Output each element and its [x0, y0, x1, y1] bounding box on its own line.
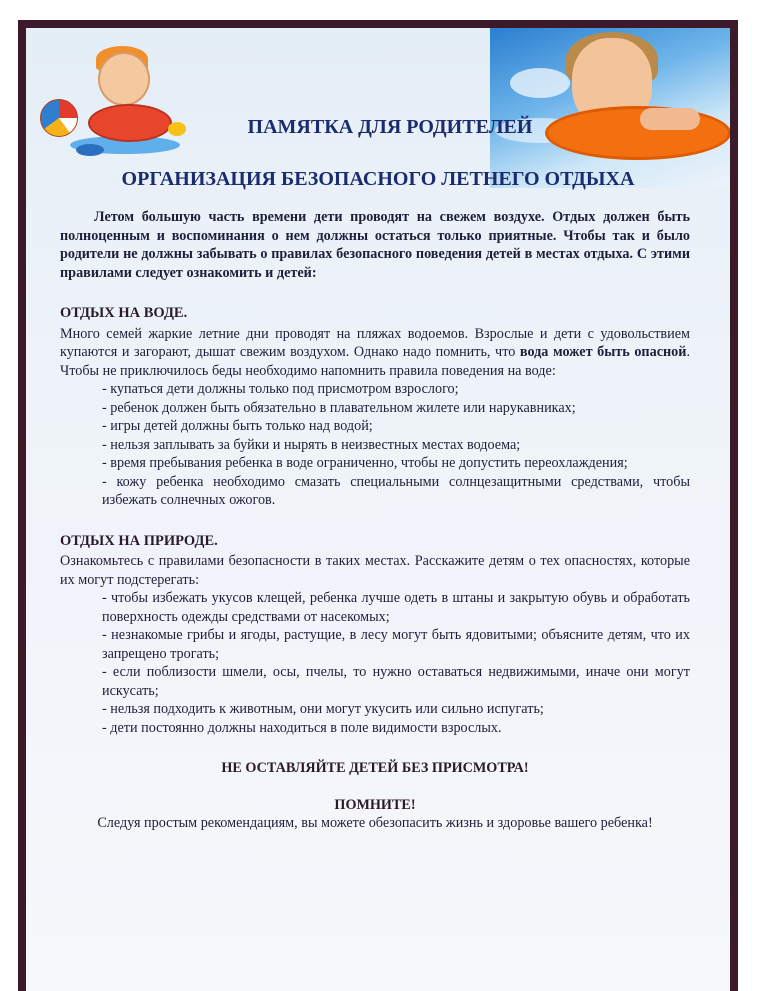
leaflet-content — [60, 208, 690, 833]
intro-paragraph: Летом большую часть времени дети проводят на свежем воздухе. Отдых должен быть полноценным и воспоминания о нем должны остаться только приятные. Чтобы так и было родители не должны забывать о правилах безопасного поведения детей в местах отдыха. С этими правилами следует ознакомить и детей: — [60, 209, 690, 281]
leaflet-sheet — [26, 28, 730, 991]
water-section-text — [60, 325, 690, 381]
remember-heading: ПОМНИТЕ! — [334, 796, 416, 813]
water-text-end: . Чтобы не приключилось беды необходимо напомнить правила поведения на воде: — [60, 344, 690, 379]
list-item: - нельзя заплывать за буйки и нырять в неизвестных местах водоема; — [102, 436, 521, 453]
list-item: - нельзя подходить к животным, они могут укусить или сильно испугать; — [102, 701, 544, 717]
child-swimming-photo — [490, 28, 730, 188]
closing-text: Следуя простым рекомендациям, вы можете обезопасить жизнь и здоровье вашего ребенка! — [97, 815, 653, 831]
list-item: - кожу ребенка необходимо смазать специальными солнцезащитными средствами, чтобы избежать солнечных ожогов. — [102, 473, 690, 508]
nature-rules-list — [60, 589, 690, 737]
cartoon-kid-illustration — [40, 44, 190, 164]
list-item: - если поблизости шмели, осы, пчелы, то нужно оставаться недвижимыми, иначе они могут искусать; — [102, 664, 690, 699]
water-danger-emphasis: вода может быть опасной — [519, 344, 687, 360]
supervision-alert: НЕ ОСТАВЛЯЙТЕ ДЕТЕЙ БЕЗ ПРИСМОТРА! — [221, 760, 529, 776]
list-item: - чтобы избежать укусов клещей, ребенка лучше одеть в штаны и закрытую обувь и обработать поверхность одежды средствами от насекомых; — [102, 590, 690, 625]
water-section-heading: ОТДЫХ НА ВОДЕ. — [60, 305, 188, 321]
page-title: ПАМЯТКА ДЛЯ РОДИТЕЛЕЙ — [247, 116, 533, 138]
page-subtitle: ОРГАНИЗАЦИЯ БЕЗОПАСНОГО ЛЕТНЕГО ОТДЫХА — [121, 168, 635, 190]
list-item: - ребенок должен быть обязательно в плавательном жилете или нарукавниках; — [102, 399, 576, 416]
list-item: - дети постоянно должны находиться в поле видимости взрослых. — [102, 719, 502, 736]
list-item: - купаться дети должны только под присмотром взрослого; — [102, 381, 459, 397]
fish-icon — [76, 144, 104, 156]
nature-section-heading: ОТДЫХ НА ПРИРОДЕ. — [60, 532, 218, 549]
list-item: - время пребывания ребенка в воде ограниченно, чтобы не допустить переохлаждения; — [102, 455, 628, 471]
list-item: - незнакомые грибы и ягоды, растущие, в лесу могут быть ядовитыми; объясните детям, что их запрещено трогать; — [102, 627, 690, 662]
nature-section-text: Ознакомьтесь с правилами безопасности в таких местах. Расскажите детям о тех опасностях, которые их могут подстерегать: — [60, 553, 690, 588]
list-item: - игры детей должны быть только над водой; — [102, 418, 373, 434]
water-rules-list — [60, 380, 690, 510]
water-text-start: Много семей жаркие летние дни проводят на пляжах водоемов. Взрослые и дети с удовольствием купаются и загорают, дышат свежим воздухом. Однако надо помнить, что — [60, 325, 690, 360]
